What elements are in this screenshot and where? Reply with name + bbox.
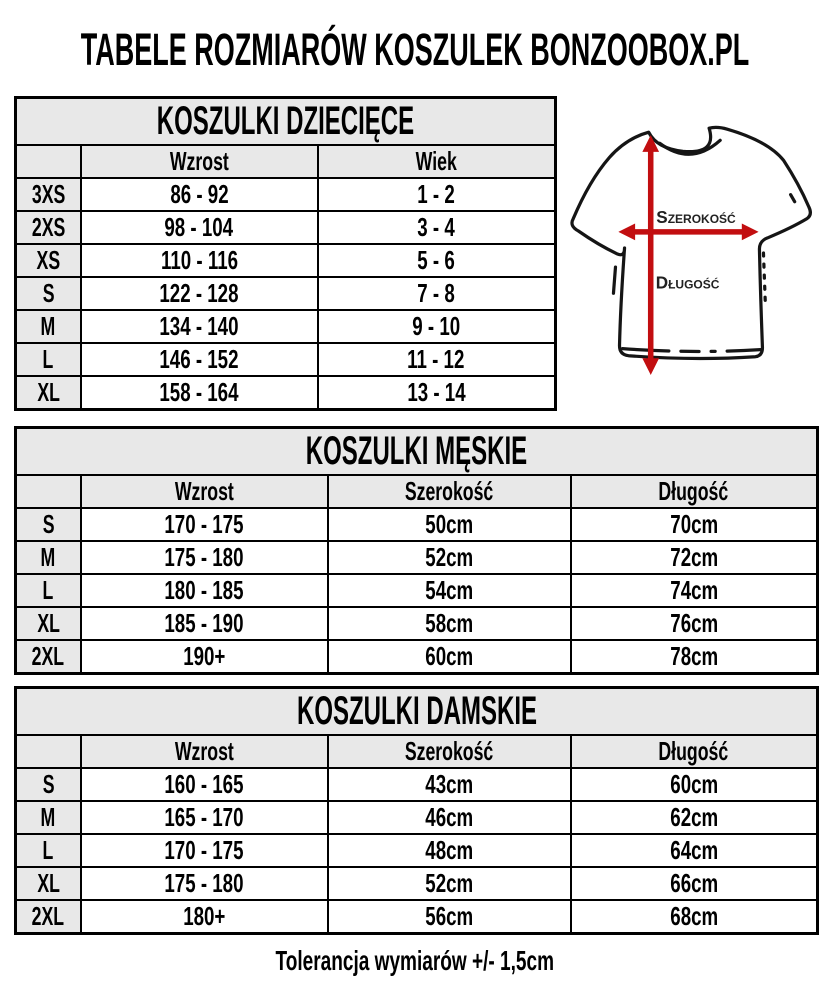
width-cell: 48cm <box>328 834 571 867</box>
height-cell: 165 - 170 <box>81 801 328 834</box>
height-cell: 190+ <box>81 640 328 674</box>
column-header-wiek: Wiek <box>318 145 556 178</box>
size-cell: M <box>16 310 81 343</box>
width-cell: 56cm <box>328 900 571 934</box>
table-row <box>16 508 818 541</box>
column-header-dlugosc: Długość <box>571 735 818 768</box>
column-header-dlugosc: Długość <box>571 475 818 508</box>
table-row <box>16 640 818 674</box>
size-cell: 3XS <box>16 178 81 211</box>
height-cell: 170 - 175 <box>81 508 328 541</box>
length-cell: 70cm <box>571 508 818 541</box>
size-cell: S <box>16 768 81 801</box>
length-cell: 68cm <box>571 900 818 934</box>
kids-size-table <box>14 96 557 411</box>
length-arrow-label: Długość <box>655 273 720 293</box>
width-cell: 52cm <box>328 867 571 900</box>
age-cell: 7 - 8 <box>318 277 556 310</box>
table-row <box>16 900 818 934</box>
kids-table-title: KOSZULKI DZIECIĘCE <box>16 98 556 146</box>
age-cell: 5 - 6 <box>318 244 556 277</box>
width-cell: 54cm <box>328 574 571 607</box>
size-cell: XL <box>16 607 81 640</box>
size-cell: L <box>16 574 81 607</box>
table-title-row <box>16 98 556 146</box>
age-cell: 1 - 2 <box>318 178 556 211</box>
height-cell: 175 - 180 <box>81 541 328 574</box>
size-cell: 2XS <box>16 211 81 244</box>
size-cell: 2XL <box>16 900 81 934</box>
size-cell: S <box>16 508 81 541</box>
column-header-wzrost: Wzrost <box>81 145 318 178</box>
table-row <box>16 768 818 801</box>
height-cell: 180+ <box>81 900 328 934</box>
table-row <box>16 376 556 410</box>
age-cell: 9 - 10 <box>318 310 556 343</box>
table-row <box>16 834 818 867</box>
table-header-row <box>16 475 818 508</box>
table-row <box>16 574 818 607</box>
height-cell: 185 - 190 <box>81 607 328 640</box>
size-cell: S <box>16 277 81 310</box>
size-cell: 2XL <box>16 640 81 674</box>
length-cell: 60cm <box>571 768 818 801</box>
height-cell: 122 - 128 <box>81 277 318 310</box>
width-cell: 52cm <box>328 541 571 574</box>
width-cell: 46cm <box>328 801 571 834</box>
width-cell: 50cm <box>328 508 571 541</box>
corner-cell <box>16 145 81 178</box>
height-cell: 146 - 152 <box>81 343 318 376</box>
width-arrow-label: Szerokość <box>656 207 736 227</box>
tolerance-note: Tolerancja wymiarów +/- 1,5cm <box>275 945 555 976</box>
table-row <box>16 801 818 834</box>
width-cell: 58cm <box>328 607 571 640</box>
women-table-title: KOSZULKI DAMSKIE <box>16 688 818 736</box>
men-size-table <box>14 426 819 675</box>
table-row <box>16 277 556 310</box>
height-cell: 110 - 116 <box>81 244 318 277</box>
table-row <box>16 607 818 640</box>
size-cell: XL <box>16 867 81 900</box>
height-cell: 180 - 185 <box>81 574 328 607</box>
column-header-szerokosc: Szerokość <box>328 735 571 768</box>
table-header-row <box>16 145 556 178</box>
age-cell: 3 - 4 <box>318 211 556 244</box>
age-cell: 11 - 12 <box>318 343 556 376</box>
column-header-wzrost: Wzrost <box>81 475 328 508</box>
column-header-wzrost: Wzrost <box>81 735 328 768</box>
size-cell: XL <box>16 376 81 410</box>
table-row <box>16 867 818 900</box>
height-cell: 98 - 104 <box>81 211 318 244</box>
size-cell: L <box>16 834 81 867</box>
page-title <box>0 24 830 80</box>
length-cell: 64cm <box>571 834 818 867</box>
width-cell: 60cm <box>328 640 571 674</box>
table-row <box>16 178 556 211</box>
width-cell: 43cm <box>328 768 571 801</box>
length-cell: 72cm <box>571 541 818 574</box>
table-row <box>16 211 556 244</box>
height-cell: 86 - 92 <box>81 178 318 211</box>
length-cell: 74cm <box>571 574 818 607</box>
length-cell: 66cm <box>571 867 818 900</box>
height-cell: 158 - 164 <box>81 376 318 410</box>
age-cell: 13 - 14 <box>318 376 556 410</box>
corner-cell <box>16 735 81 768</box>
size-cell: M <box>16 541 81 574</box>
table-title-row <box>16 688 818 736</box>
height-cell: 160 - 165 <box>81 768 328 801</box>
table-title-row <box>16 428 818 476</box>
tshirt-outline <box>572 127 810 358</box>
length-cell: 76cm <box>571 607 818 640</box>
size-cell: M <box>16 801 81 834</box>
height-cell: 175 - 180 <box>81 867 328 900</box>
page-title-text: TABELE ROZMIARÓW KOSZULEK BONZOOBOX.PL <box>80 24 750 75</box>
height-cell: 170 - 175 <box>81 834 328 867</box>
table-row <box>16 541 818 574</box>
height-cell: 134 - 140 <box>81 310 318 343</box>
size-cell: XS <box>16 244 81 277</box>
size-cell: L <box>16 343 81 376</box>
length-cell: 78cm <box>571 640 818 674</box>
men-table-title: KOSZULKI MĘSKIE <box>16 428 818 476</box>
column-header-szerokosc: Szerokość <box>328 475 571 508</box>
corner-cell <box>16 475 81 508</box>
women-size-table <box>14 686 819 935</box>
table-header-row <box>16 735 818 768</box>
length-cell: 62cm <box>571 801 818 834</box>
table-row <box>16 310 556 343</box>
table-row <box>16 244 556 277</box>
table-row <box>16 343 556 376</box>
tshirt-measurement-diagram <box>558 98 830 400</box>
